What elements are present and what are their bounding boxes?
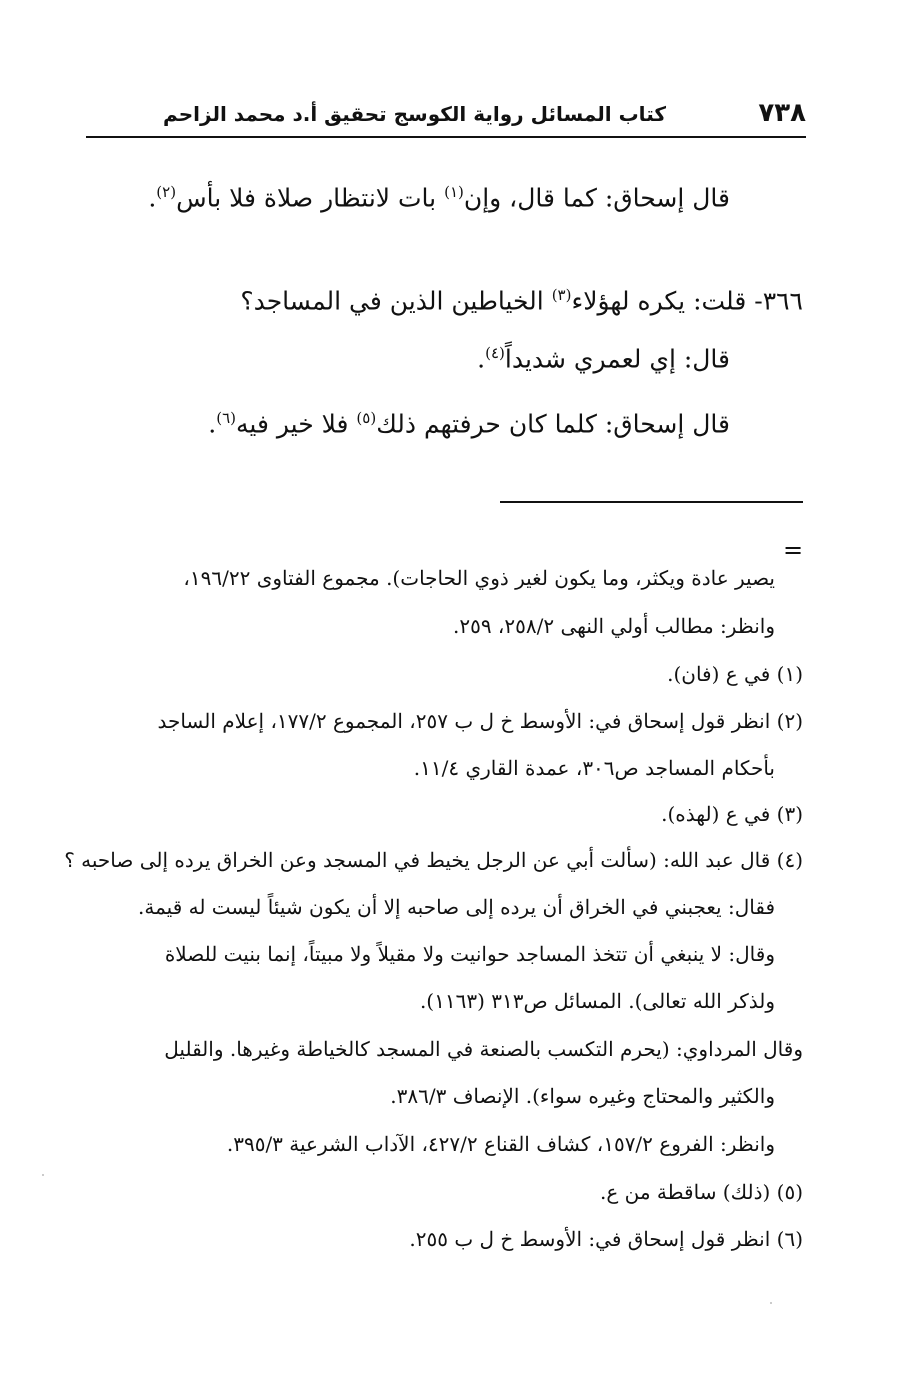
- footnote-ref-4[interactable]: (٤): [485, 344, 505, 362]
- footnote-3: (٣) في ع (لهذه).: [661, 802, 803, 826]
- page-header: [86, 96, 806, 138]
- issue-366-answer: قال: إي لعمري شديداً$^{(٤)}$.: [477, 344, 730, 374]
- footnote-6: (٦) انظر قول إسحاق في: الأوسط خ ل ب ٢٥٥.: [409, 1227, 803, 1251]
- footnote-continued-line-2: وانظر: مطالب أولي النهى ٢٥٨/٢، ٢٥٩.: [452, 614, 775, 638]
- footnote-4-line-7: وانظر: الفروع ١٥٧/٢، كشاف القناع ٤٢٧/٢، الآداب الشرعية ٣٩٥/٣.: [226, 1132, 775, 1156]
- footnote-4-line-3: وقال: لا ينبغي أن تتخذ المساجد حوانيت ولا مقيلاً ولا مبيتاً، إنما بنيت للصلاة: [164, 942, 775, 966]
- footnote-2-line-1: (٢) انظر قول إسحاق في: الأوسط خ ل ب ٢٥٧، المجموع ١٧٧/٢، إعلام الساجد: [157, 709, 803, 733]
- footnote-ref-5[interactable]: (٥): [356, 409, 377, 427]
- scan-speck: [42, 1174, 44, 1176]
- footnote-4-line-6: والكثير والمحتاج وغيره سواء). الإنصاف ٣٨٦/٣.: [390, 1084, 775, 1108]
- page-number: ٧٣٨: [758, 98, 806, 128]
- footnote-4-line-5: وقال المرداوي: (يحرم التكسب بالصنعة في المسجد كالخياطة وغيرها. والقليل: [164, 1037, 803, 1061]
- footnote-1: (١) في ع (فان).: [667, 662, 803, 686]
- footnote-4-line-1: (٤) قال عبد الله: (سألت أبي عن الرجل يخيط في المسجد وعن الخراق يرده إلى صاحبه ؟: [64, 848, 803, 872]
- footnote-ref-3[interactable]: (٣): [551, 286, 572, 304]
- footnote-continued-line-1: يصير عادة ويكثر، وما يكون لغير ذوي الحاجات). مجموع الفتاوى ١٩٦/٢٢،: [183, 566, 775, 590]
- footnote-ref-6[interactable]: (٦): [216, 409, 237, 427]
- issue-number: ٣٦٦-: [746, 286, 803, 316]
- body-line-ishaq-1: قال إسحاق: كما قال، وإن$^{(١)}$ بات لانتظار صلاة فلا بأس$^{(٢)}$.: [148, 183, 730, 213]
- footnote-5: (٥) (ذلك) ساقطة من ع.: [599, 1180, 803, 1204]
- running-title: كتاب المسائل رواية الكوسج تحقيق أ.د محمد الزاحم: [163, 102, 666, 126]
- scan-speck: [770, 1302, 772, 1304]
- footnote-ref-1[interactable]: (١): [444, 183, 464, 201]
- footnote-4-line-2: فقال: يعجبني في الخراق أن يرده إلى صاحبه إلا أن يكون شيئاً ليست له قيمة.: [138, 895, 775, 919]
- issue-366-question: ٣٦٦- قلت: يكره لهؤلاء$^{(٣)}$ الخياطين الذين في المساجد؟: [240, 286, 803, 316]
- footnote-4-line-4: ولذكر الله تعالى). المسائل ص٣١٣ (١١٦٣).: [419, 989, 775, 1013]
- footnote-ref-2[interactable]: (٢): [156, 183, 177, 201]
- continuation-mark: =: [783, 536, 804, 564]
- issue-366-ishaq: قال إسحاق: كلما كان حرفتهم ذلك$^{(٥)}$ فلا خير فيه$^{(٦)}$.: [208, 409, 730, 439]
- footnote-separator: [500, 501, 803, 503]
- footnote-2-line-2: بأحكام المساجد ص٣٠٦، عمدة القاري ١١/٤.: [413, 756, 775, 780]
